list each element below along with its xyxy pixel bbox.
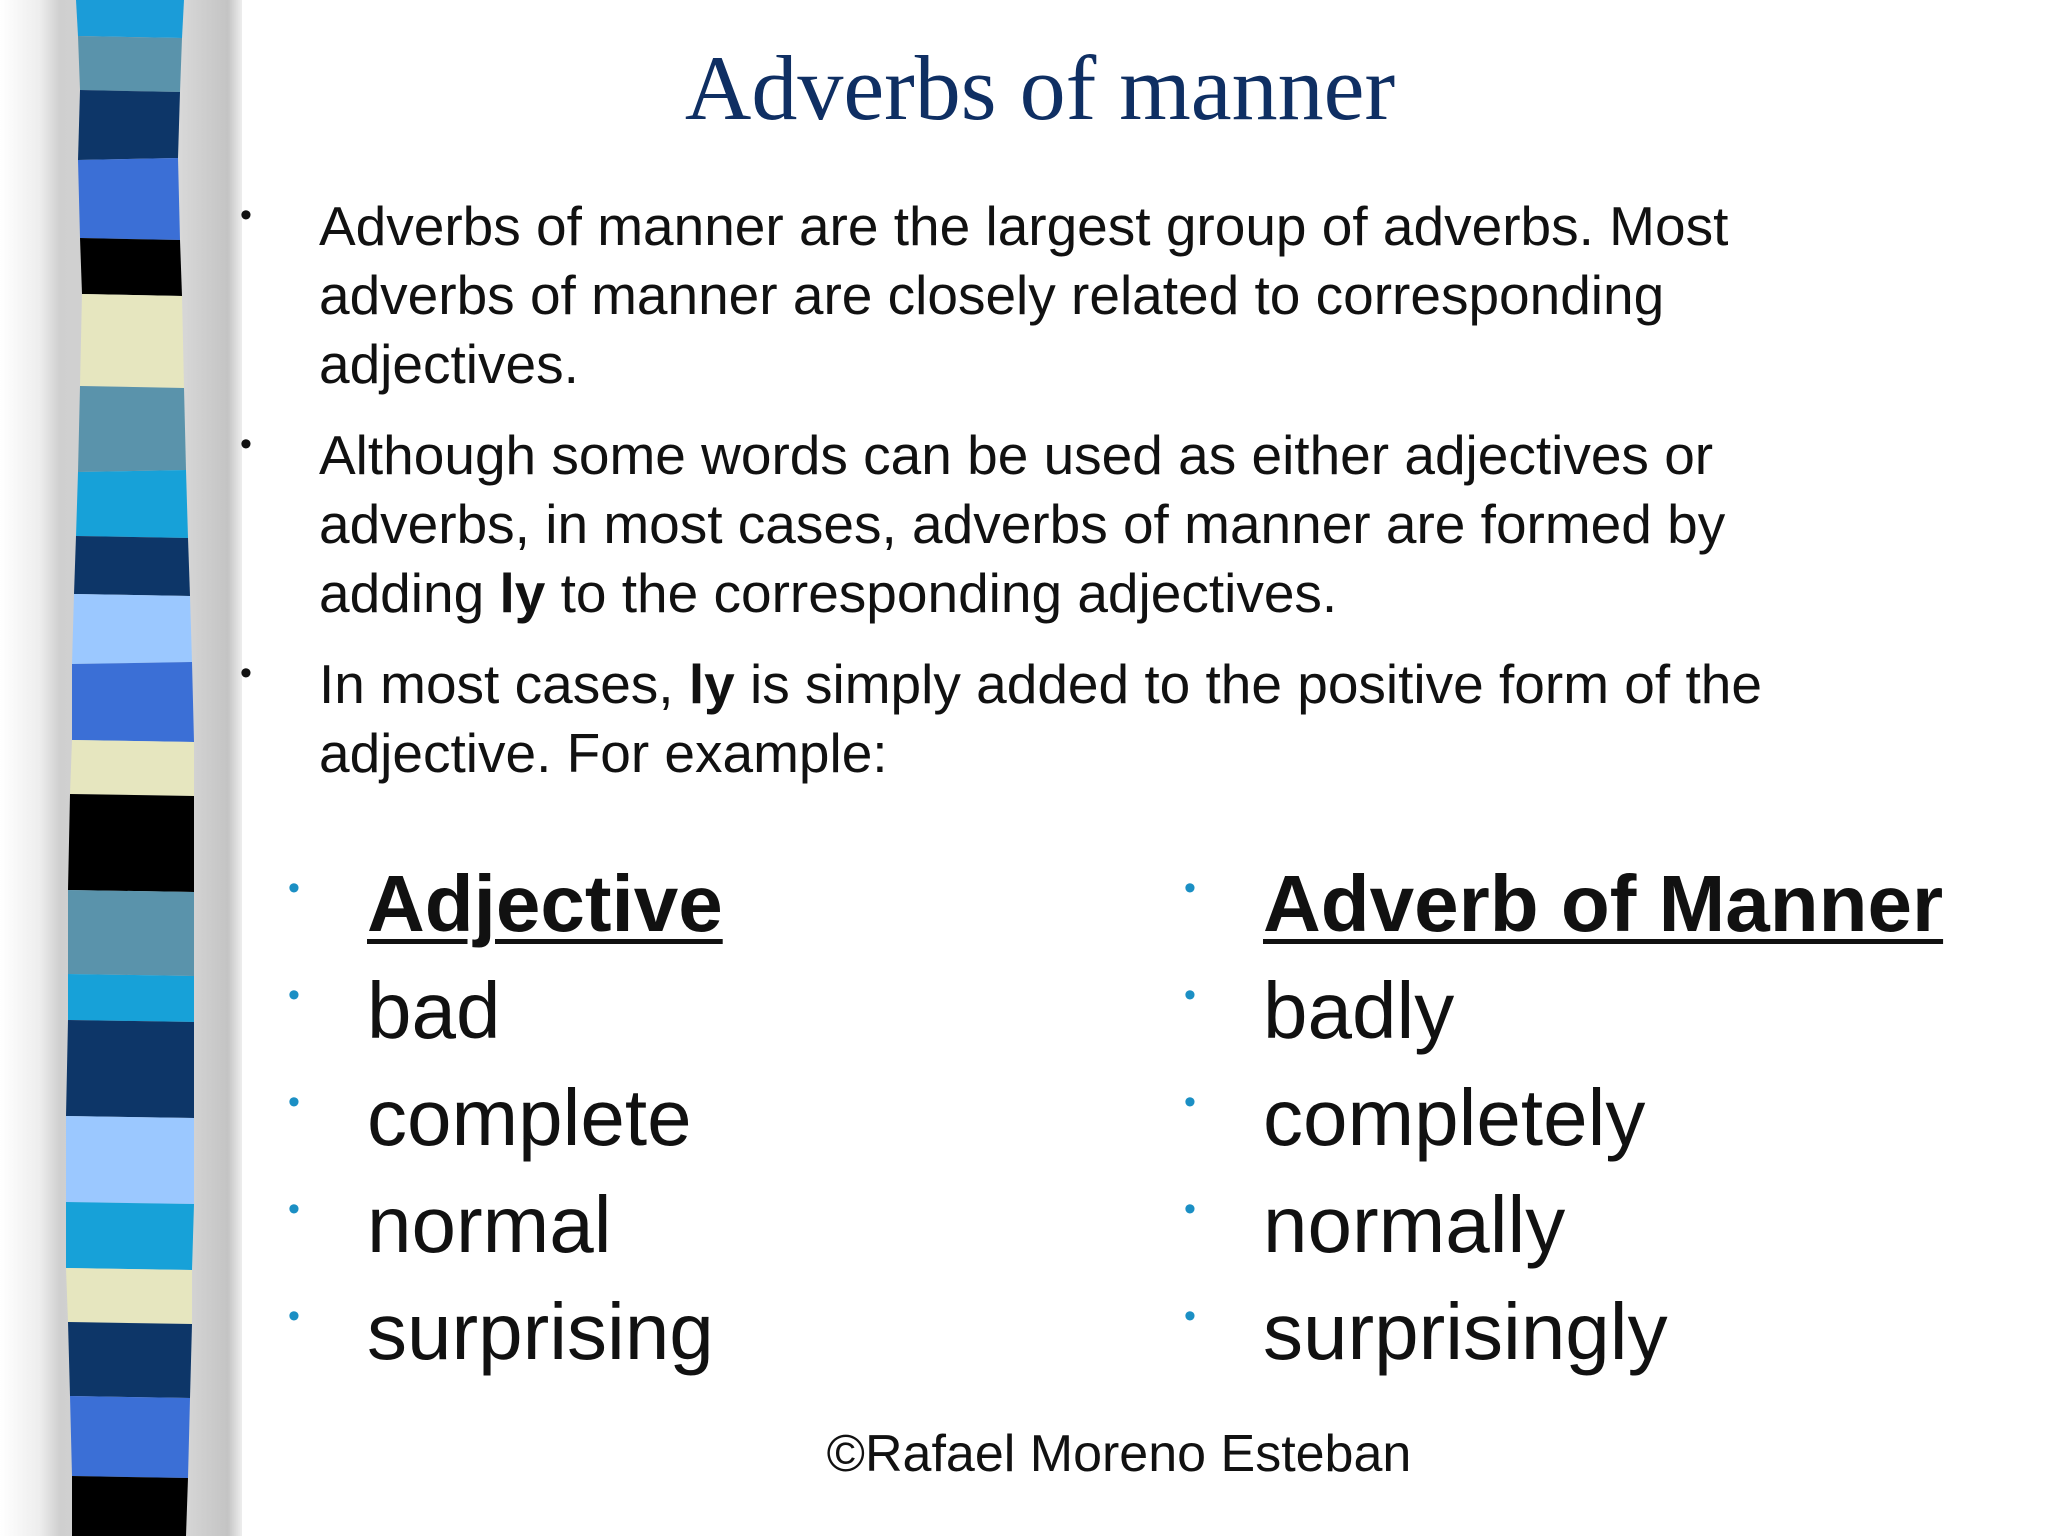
bullet-dot-icon: •: [288, 1190, 300, 1228]
list-item: [288, 1064, 723, 1171]
bullet-dot-icon: •: [240, 425, 252, 463]
adverb-word: surprisingly: [1263, 1287, 1668, 1376]
bullet-bold-suffix: ly: [688, 653, 735, 715]
bullet-dot-icon: •: [1184, 1083, 1196, 1121]
bullet-dot-icon: •: [1184, 976, 1196, 1014]
adjective-word: complete: [367, 1073, 692, 1162]
bullet-dot-icon: •: [288, 976, 300, 1014]
list-item: [288, 1278, 723, 1385]
list-item: [1184, 1064, 1943, 1171]
copyright-footer: ©Rafael Moreno Esteban: [826, 1425, 1412, 1483]
adverb-word: badly: [1263, 966, 1455, 1055]
bullet-item: [240, 650, 1880, 788]
bullet-bold-suffix: ly: [499, 562, 546, 624]
adjective-word: normal: [367, 1180, 612, 1269]
adverb-word: normally: [1263, 1180, 1566, 1269]
adjective-column: [288, 850, 723, 1385]
bullet-dot-icon: •: [1184, 1297, 1196, 1335]
bullet-dot-icon: •: [240, 654, 252, 692]
bullet-text: Although some words can be used as either adjectives or adverbs, in most cases, adverbs of manner are formed by adding: [319, 424, 1726, 624]
bullet-list: [240, 192, 1880, 810]
bullet-item: [240, 192, 1880, 399]
list-item: [288, 1171, 723, 1278]
list-item: [288, 850, 723, 957]
bullet-dot-icon: •: [288, 869, 300, 907]
bullet-text: Adverbs of manner are the largest group of adverbs. Most adverbs of manner are closely related to corresponding adjectives.: [319, 195, 1729, 395]
bullet-dot-icon: •: [288, 1297, 300, 1335]
slide-title: Adverbs of manner: [684, 37, 1396, 139]
list-item: [1184, 850, 1943, 957]
decorative-stripes: [66, 0, 194, 1536]
adjective-word: bad: [367, 966, 501, 1055]
bullet-text: In most cases,: [319, 653, 689, 715]
list-item: [288, 957, 723, 1064]
adverb-header: Adverb of Manner: [1263, 859, 1944, 948]
list-item: [1184, 957, 1943, 1064]
adverb-word: completely: [1263, 1073, 1646, 1162]
bullet-dot-icon: •: [1184, 869, 1196, 907]
list-item: [1184, 1171, 1943, 1278]
adverb-column: [1184, 850, 1943, 1385]
bullet-text: to the corresponding adjectives.: [545, 562, 1338, 624]
bullet-dot-icon: •: [1184, 1190, 1196, 1228]
bullet-dot-icon: •: [240, 196, 252, 234]
list-item: [1184, 1278, 1943, 1385]
bullet-dot-icon: •: [288, 1083, 300, 1121]
adjective-header: Adjective: [367, 859, 723, 948]
bullet-text: is simply added to the positive form of the adjective. For example:: [319, 653, 1762, 784]
adjective-word: surprising: [367, 1287, 714, 1376]
bullet-item: [240, 421, 1880, 628]
